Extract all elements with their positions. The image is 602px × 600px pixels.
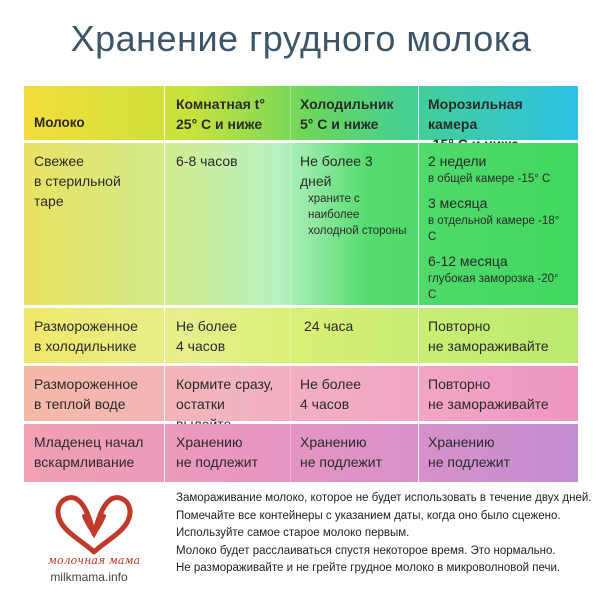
column-divider — [418, 86, 419, 482]
heart-logo-icon — [44, 490, 144, 568]
header-milk: Молоко — [34, 115, 85, 130]
header-fridge: Холодильник 5° С и ниже — [300, 96, 394, 132]
logo-script-text: молочная мама — [47, 554, 141, 567]
room-value: 6-8 часов — [176, 153, 238, 169]
note-item: Замораживание молоко, которое не будет использовать в течение двух дней. — [176, 492, 592, 504]
fridge-value: Не более 3 дней храните с наиболее холодной стороны — [300, 153, 407, 237]
logo — [44, 490, 144, 568]
table-row — [24, 308, 578, 363]
logo-site-link[interactable]: milkmama.info — [50, 570, 128, 584]
row-label: Свежее в стерильной таре — [34, 153, 121, 209]
row-label: Размороженное в холодильнике — [34, 318, 138, 354]
note-item: Помечайте все контейнеры с указанием даты, когда оно было сцежено. — [176, 509, 561, 522]
fridge-value: 24 часа — [304, 318, 354, 334]
column-divider — [290, 86, 291, 482]
header-freezer: Морозильная камера — [428, 96, 523, 132]
storage-table — [24, 86, 578, 482]
column-divider — [164, 86, 165, 482]
fridge-value: Хранению не подлежит — [300, 434, 383, 470]
freezer-value: Повторно не замораживайте — [428, 318, 549, 354]
fridge-value: Не более 4 часов — [300, 376, 362, 412]
table-row — [24, 424, 578, 482]
room-value: Хранению не подлежит — [176, 434, 259, 470]
room-value: Кормите сразу, остатки — [176, 376, 274, 412]
freezer-value: Хранению не подлежит — [428, 434, 511, 470]
note-item: Молоко будет расслаиваться спустя некоторое время. Это нормально. — [176, 544, 556, 557]
note-item: Не размораживайте и не грейте грудное молоко в микроволновой печи. — [176, 562, 561, 574]
freezer-value: 2 недели в общей камере -15° С 3 месяца в отдельной камере -18° С 6-12 месяца глубокая заморозка -20° С — [428, 153, 560, 301]
notes-list — [176, 490, 592, 578]
freezer-value: Повторно не замораживайте — [428, 376, 549, 412]
note-item: Используйте самое старое молоко первым. — [176, 527, 410, 539]
table-row — [24, 366, 578, 421]
table-row — [24, 143, 578, 305]
table-header-row — [24, 86, 578, 140]
page-title: Хранение грудного молока — [70, 18, 532, 59]
header-room-temp: Комнатная t° 25° С и ниже — [176, 96, 265, 132]
row-label: Младенец начал вскармливание — [34, 434, 144, 470]
room-value: Не более 4 часов — [176, 318, 238, 354]
row-label: Размороженное в теплой воде — [34, 376, 138, 412]
